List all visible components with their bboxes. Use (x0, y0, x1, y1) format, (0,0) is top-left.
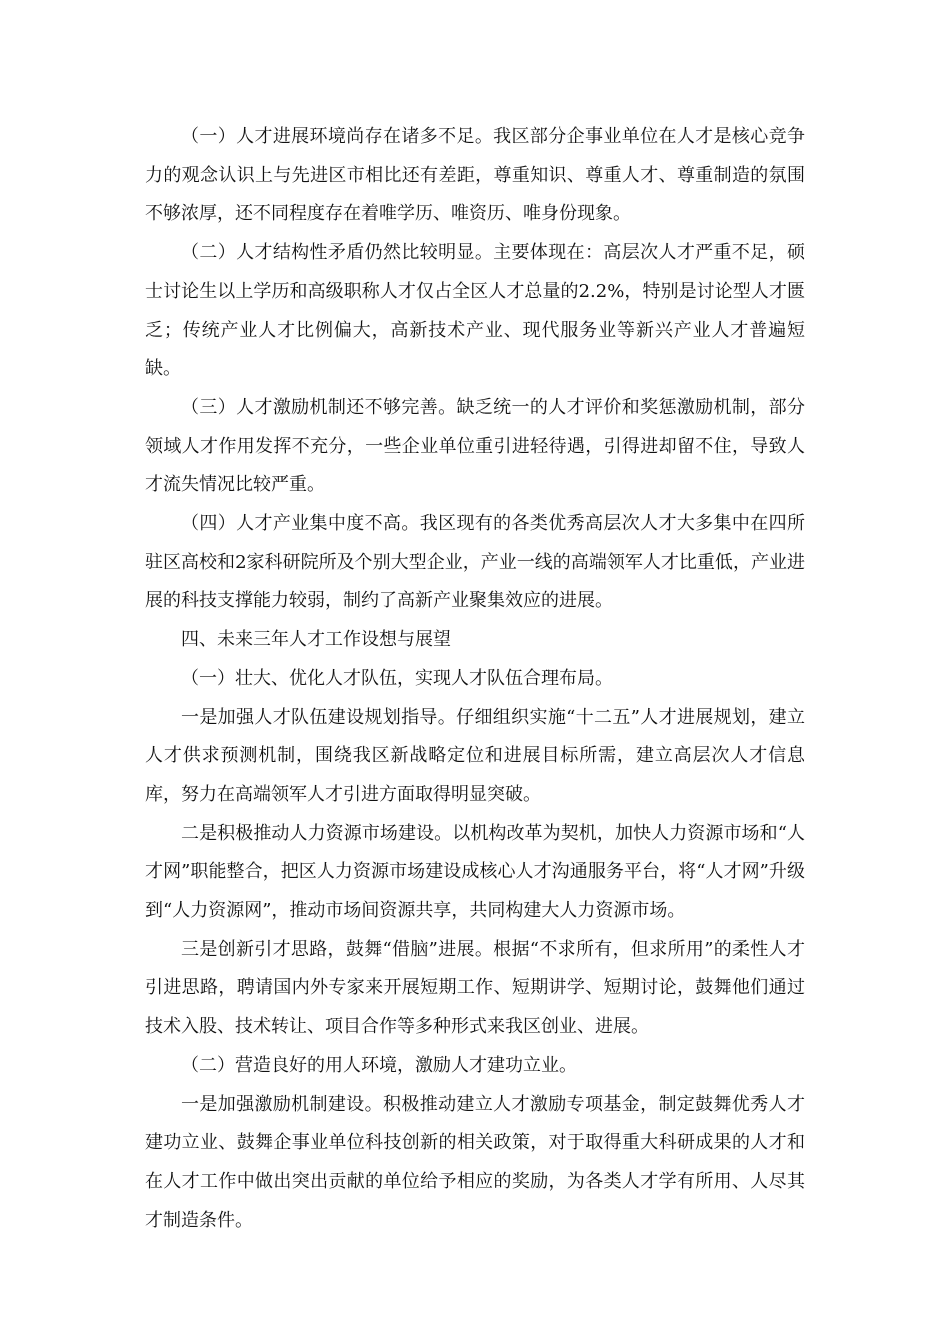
paragraph-hr-market: 二是积极推动人力资源市场建设。以机构改革为契机，加快人力资源市场和“人才网”职能整合，把区人力资源市场建设成核心人才沟通服务平台，将“人才网”升级到“人力资源网”，推动市场间资源共享，共同构建大人力资源市场。 (145, 822, 805, 922)
paragraph-borrowing-brains: 三是创新引才思路，鼓舞“借脑”进展。根据“不求所有，但求所用”的柔性人才引进思路，聘请国内外专家来开展短期工作、短期讲学、短期讨论，鼓舞他们通过技术入股、技术转让、项目合作等多种形式来我区创业、进展。 (145, 938, 805, 1038)
paragraph-planning-guidance: 一是加强人才队伍建设规划指导。仔细组织实施“十二五”人才进展规划，建立人才供求预测机制，围绕我区新战略定位和进展目标所需，建立高层次人才信息库，努力在高端领军人才引进方面取得明显突破。 (145, 706, 805, 805)
paragraph-industry-concentration: （四）人才产业集中度不高。我区现有的各类优秀高层次人才大多集中在四所驻区高校和2家科研院所及个别大型企业，产业一线的高端领军人才比重低，产业进展的科技支撑能力较弱，制约了高新产业聚集效应的进展。 (145, 513, 805, 612)
subsection-heading-expand-talent-team: （一）壮大、优化人才队伍，实现人才队伍合理布局。 (181, 667, 613, 689)
paragraph-incentive-mechanism: （三）人才激励机制还不够完善。缺乏统一的人才评价和奖惩激励机制，部分领域人才作用发挥不充分，一些企业单位重引进轻待遇，引得进却留不住，导致人才流失情况比较严重。 (145, 396, 805, 496)
section-heading-future-plans: 四、未来三年人才工作设想与展望 (181, 629, 451, 651)
document-body (145, 118, 805, 1240)
paragraph-talent-environment: （一）人才进展环境尚存在诸多不足。我区部分企事业单位在人才是核心竞争力的观念认识上与先进区市相比还有差距，尊重知识、尊重人才、尊重制造的氛围不够浓厚，还不同程度存在着唯学历、唯资历、唯身份现象。 (145, 126, 805, 225)
subsection-heading-employment-environment: （二）营造良好的用人环境，激励人才建功立业。 (181, 1054, 577, 1076)
paragraph-incentive-construction: 一是加强激励机制建设。积极推动建立人才激励专项基金，制定鼓舞优秀人才建功立业、鼓舞企事业单位科技创新的相关政策，对于取得重大科研成果的人才和在人才工作中做出突出贡献的单位给予相应的奖励，为各类人才学有所用、人尽其才制造条件。 (145, 1093, 805, 1231)
paragraph-talent-structure: （二）人才结构性矛盾仍然比较明显。主要体现在：高层次人才严重不足，硕士讨论生以上学历和高级职称人才仅占全区人才总量的2.2%，特别是讨论型人才匮乏；传统产业人才比例偏大，高新技术产业、现代服务业等新兴产业人才普遍短缺。 (145, 242, 805, 380)
